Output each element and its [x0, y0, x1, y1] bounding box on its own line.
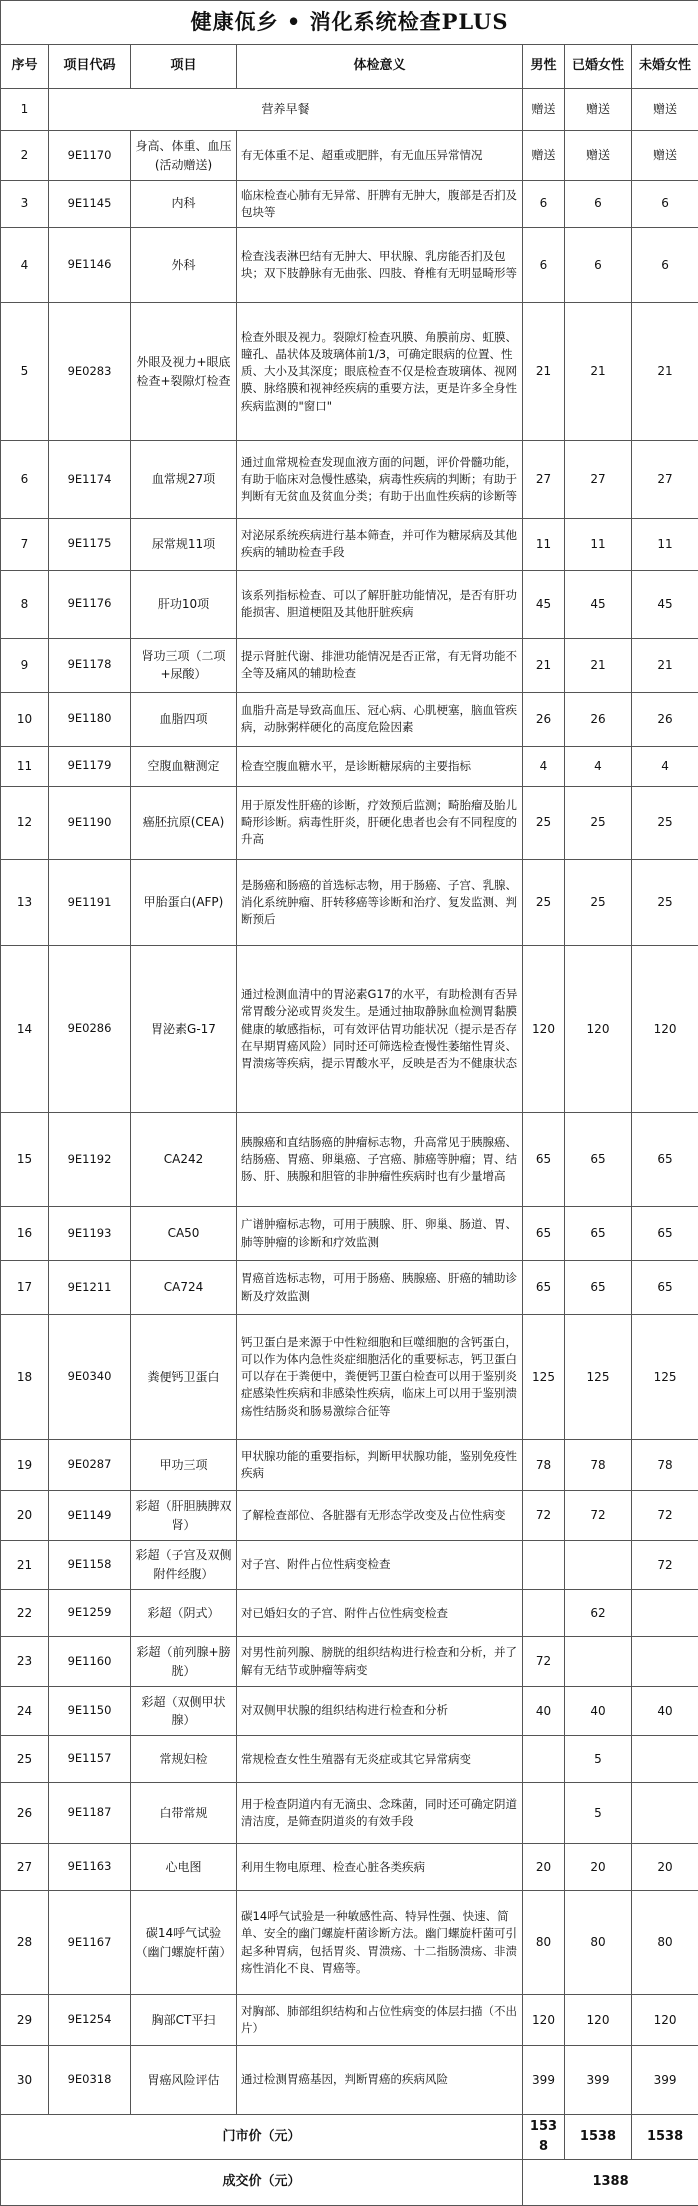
cell-price-unmarried: 21	[632, 302, 698, 441]
cell-no: 6	[1, 441, 49, 519]
cell-price-male: 21	[523, 638, 565, 692]
cell-item: 血常规27项	[131, 441, 237, 519]
cell-meaning: 对子宫、附件占位性病变检查	[237, 1540, 523, 1590]
cell-price-unmarried: 27	[632, 441, 698, 519]
header-row	[1, 45, 698, 89]
cell-meaning: 是肠癌和肠癌的首选标志物，用于肠癌、子宫、乳腺、消化系统肿瘤、肝转移癌等诊断和治疗、复发监测、判断预后	[237, 859, 523, 946]
cell-price-married: 78	[565, 1439, 632, 1491]
cell-price-unmarried: 26	[632, 692, 698, 746]
cell-price-married: 6	[565, 227, 632, 302]
table-row	[1, 227, 698, 302]
cell-price-male: 125	[523, 1315, 565, 1439]
cell-price-male: 65	[523, 1207, 565, 1261]
cell-price-married	[565, 1637, 632, 1687]
cell-no: 21	[1, 1540, 49, 1590]
cell-price-unmarried: 65	[632, 1207, 698, 1261]
cell-meaning: 通过检测血清中的胃泌素G17的水平，有助检测有否异常胃酸分泌或胃炎发生。是通过抽取静脉血检测胃黏膜健康的敏感指标，可有效评估胃功能状况（提示是否存在早期胃癌风险）同时还可筛选检查慢性萎缩性胃炎、胃溃疡等疾病，提示胃酸水平，反映是否为不健康状态	[237, 946, 523, 1113]
cell-price-unmarried: 赠送	[632, 131, 698, 181]
table-row	[1, 1637, 698, 1687]
market-price-male: 1538	[523, 2114, 565, 2159]
cell-code: 9E1174	[49, 441, 131, 519]
cell-code: 9E1158	[49, 1540, 131, 1590]
cell-meaning: 检查外眼及视力。裂隙灯检查巩膜、角膜前房、虹膜、瞳孔、晶状体及玻璃体前1/3，可确定眼病的位置、性质、大小及其深度；眼底检查不仅是检查玻璃体、视网膜、脉络膜和视神经疾病的重要方法，更是许多全身性疾病监测的"窗口"	[237, 302, 523, 441]
cell-meaning: 检查浅表淋巴结有无肿大、甲状腺、乳房能否扪及包块；双下肢静脉有无曲张、四肢、脊椎有无明显畸形等	[237, 227, 523, 302]
cell-no: 5	[1, 302, 49, 441]
cell-item: 身高、体重、血压(活动赠送)	[131, 131, 237, 181]
table-row	[1, 1491, 698, 1541]
cell-price-married: 40	[565, 1686, 632, 1736]
table-row	[1, 1891, 698, 1994]
deal-price-row	[1, 2160, 698, 2206]
cell-meaning: 了解检查部位、各脏器有无形态学改变及占位性病变	[237, 1491, 523, 1541]
cell-price-married: 65	[565, 1113, 632, 1207]
cell-item: 外科	[131, 227, 237, 302]
cell-price-unmarried: 20	[632, 1844, 698, 1891]
cell-item: 心电图	[131, 1844, 237, 1891]
cell-no: 27	[1, 1844, 49, 1891]
cell-price-male: 20	[523, 1844, 565, 1891]
cell-price-married: 45	[565, 570, 632, 638]
cell-price-male: 72	[523, 1637, 565, 1687]
cell-no: 11	[1, 746, 49, 786]
cell-meaning: 甲状腺功能的重要指标，判断甲状腺功能，鉴别免疫性疾病	[237, 1439, 523, 1491]
cell-price-male: 65	[523, 1113, 565, 1207]
market-price-unmarried: 1538	[632, 2114, 698, 2159]
cell-item: 彩超（前列腺+膀胱）	[131, 1637, 237, 1687]
cell-no: 17	[1, 1261, 49, 1315]
cell-item: 肝功10项	[131, 570, 237, 638]
cell-no: 15	[1, 1113, 49, 1207]
cell-price-married: 399	[565, 2046, 632, 2114]
table-row	[1, 1844, 698, 1891]
cell-price-married: 25	[565, 859, 632, 946]
cell-no: 18	[1, 1315, 49, 1439]
cell-no: 24	[1, 1686, 49, 1736]
table-row	[1, 2046, 698, 2114]
cell-no: 30	[1, 2046, 49, 2114]
cell-price-married: 120	[565, 946, 632, 1113]
table-row	[1, 1439, 698, 1491]
cell-code: 9E1176	[49, 570, 131, 638]
cell-price-male: 21	[523, 302, 565, 441]
cell-item: 彩超（肝胆胰脾双肾）	[131, 1491, 237, 1541]
cell-price-male: 65	[523, 1261, 565, 1315]
cell-meaning: 营养早餐	[49, 89, 523, 131]
header-male: 男性	[523, 45, 565, 89]
cell-price-married: 6	[565, 180, 632, 227]
cell-meaning: 胃癌首选标志物，可用于肠癌、胰腺癌、肝癌的辅助诊断及疗效监测	[237, 1261, 523, 1315]
title-row	[1, 1, 698, 45]
cell-price-unmarried: 25	[632, 786, 698, 859]
cell-price-male: 25	[523, 786, 565, 859]
cell-no: 26	[1, 1783, 49, 1844]
cell-code: 9E1145	[49, 180, 131, 227]
cell-code: 9E1150	[49, 1686, 131, 1736]
cell-price-male: 40	[523, 1686, 565, 1736]
cell-code: 9E1160	[49, 1637, 131, 1687]
cell-price-unmarried: 125	[632, 1315, 698, 1439]
cell-price-unmarried: 45	[632, 570, 698, 638]
cell-price-unmarried	[632, 1637, 698, 1687]
table-row	[1, 1686, 698, 1736]
cell-code: 9E1211	[49, 1261, 131, 1315]
cell-meaning: 碳14呼气试验是一种敏感性高、特异性强、快速、简单、安全的幽门螺旋杆菌诊断方法。幽门螺旋杆菌可引起多种胃病，包括胃炎、胃溃疡、十二指肠溃疡、非溃疡性消化不良、胃癌等。	[237, 1891, 523, 1994]
cell-code: 9E0287	[49, 1439, 131, 1491]
cell-no: 22	[1, 1590, 49, 1637]
page-title: 健康佤乡 • 消化系统检查PLUS	[1, 1, 698, 45]
cell-no: 9	[1, 638, 49, 692]
cell-price-married: 4	[565, 746, 632, 786]
table-row	[1, 1315, 698, 1439]
cell-code: 9E1179	[49, 746, 131, 786]
cell-no: 29	[1, 1994, 49, 2046]
cell-price-unmarried: 4	[632, 746, 698, 786]
cell-no: 28	[1, 1891, 49, 1994]
cell-item: 外眼及视力+眼底检查+裂隙灯检查	[131, 302, 237, 441]
cell-price-male: 27	[523, 441, 565, 519]
cell-code: 9E1175	[49, 518, 131, 570]
cell-price-male	[523, 1783, 565, 1844]
cell-item: 胃癌风险评估	[131, 2046, 237, 2114]
cell-no: 14	[1, 946, 49, 1113]
cell-code: 9E1187	[49, 1783, 131, 1844]
cell-meaning: 有无体重不足、超重或肥胖，有无血压异常情况	[237, 131, 523, 181]
cell-code: 9E0318	[49, 2046, 131, 2114]
deal-price-value: 1388	[523, 2160, 698, 2206]
cell-price-unmarried: 72	[632, 1491, 698, 1541]
cell-no: 4	[1, 227, 49, 302]
cell-meaning: 胰腺癌和直结肠癌的肿瘤标志物，升高常见于胰腺癌、结肠癌、胃癌、卵巢癌、子宫癌、肺癌等肿瘤；胃、结肠、肝、胰腺和胆管的非肿瘤性疾病时也有少量增高	[237, 1113, 523, 1207]
cell-price-married: 125	[565, 1315, 632, 1439]
table-row	[1, 1994, 698, 2046]
table-row	[1, 180, 698, 227]
table-row	[1, 302, 698, 441]
table-row	[1, 1261, 698, 1315]
cell-code: 9E1180	[49, 692, 131, 746]
cell-meaning: 常规检查女性生殖器有无炎症或其它异常病变	[237, 1736, 523, 1783]
cell-meaning: 通过血常规检查发现血液方面的问题，评价骨髓功能，有助于临床对急慢性感染，病毒性疾病的判断；有助于判断有无贫血及贫血分类；有助于出血性疾病的诊断等	[237, 441, 523, 519]
cell-price-male: 11	[523, 518, 565, 570]
cell-meaning: 检查空腹血糖水平，是诊断糖尿病的主要指标	[237, 746, 523, 786]
cell-code: 9E1192	[49, 1113, 131, 1207]
cell-meaning: 该系列指标检查、可以了解肝脏功能情况，是否有肝功能损害、胆道梗阻及其他肝脏疾病	[237, 570, 523, 638]
cell-price-unmarried: 赠送	[632, 89, 698, 131]
cell-code: 9E1190	[49, 786, 131, 859]
cell-price-male: 45	[523, 570, 565, 638]
cell-meaning: 用于检查阴道内有无滴虫、念珠菌，同时还可确定阴道清洁度，是筛查阴道炎的有效手段	[237, 1783, 523, 1844]
cell-item: 常规妇检	[131, 1736, 237, 1783]
cell-item: CA242	[131, 1113, 237, 1207]
cell-price-married: 11	[565, 518, 632, 570]
cell-item: 甲胎蛋白(AFP)	[131, 859, 237, 946]
cell-price-married: 5	[565, 1736, 632, 1783]
table-row	[1, 1113, 698, 1207]
table-row	[1, 946, 698, 1113]
cell-code: 9E0286	[49, 946, 131, 1113]
table-row	[1, 441, 698, 519]
cell-code: 9E1178	[49, 638, 131, 692]
cell-price-married: 65	[565, 1207, 632, 1261]
cell-price-married: 80	[565, 1891, 632, 1994]
cell-meaning: 用于原发性肝癌的诊断，疗效预后监测；畸胎瘤及胎儿畸形诊断。病毒性肝炎，肝硬化患者也会有不同程度的升高	[237, 786, 523, 859]
cell-meaning: 对已婚妇女的子宫、附件占位性病变检查	[237, 1590, 523, 1637]
cell-price-unmarried: 78	[632, 1439, 698, 1491]
market-price-row	[1, 2114, 698, 2159]
cell-item: 血脂四项	[131, 692, 237, 746]
table-row	[1, 859, 698, 946]
cell-item: CA50	[131, 1207, 237, 1261]
cell-no: 16	[1, 1207, 49, 1261]
table-row	[1, 1207, 698, 1261]
cell-price-married: 5	[565, 1783, 632, 1844]
table-row	[1, 1736, 698, 1783]
table-row	[1, 1783, 698, 1844]
cell-price-male: 赠送	[523, 131, 565, 181]
cell-item: 甲功三项	[131, 1439, 237, 1491]
cell-code: 9E0283	[49, 302, 131, 441]
cell-item: 彩超（阴式）	[131, 1590, 237, 1637]
cell-code: 9E1170	[49, 131, 131, 181]
cell-price-unmarried: 40	[632, 1686, 698, 1736]
cell-item: 肾功三项（二项+尿酸）	[131, 638, 237, 692]
table-row	[1, 786, 698, 859]
cell-code: 9E1167	[49, 1891, 131, 1994]
header-code: 项目代码	[49, 45, 131, 89]
table-row	[1, 518, 698, 570]
cell-price-unmarried: 72	[632, 1540, 698, 1590]
cell-no: 20	[1, 1491, 49, 1541]
cell-no: 7	[1, 518, 49, 570]
table-row	[1, 746, 698, 786]
cell-price-male	[523, 1736, 565, 1783]
cell-item: 尿常规11项	[131, 518, 237, 570]
cell-price-male: 6	[523, 180, 565, 227]
cell-code: 9E1163	[49, 1844, 131, 1891]
cell-code: 9E1254	[49, 1994, 131, 2046]
cell-item: 胸部CT平扫	[131, 1994, 237, 2046]
cell-price-married: 21	[565, 302, 632, 441]
cell-price-married: 65	[565, 1261, 632, 1315]
cell-item: 粪便钙卫蛋白	[131, 1315, 237, 1439]
cell-code: 9E1191	[49, 859, 131, 946]
cell-item: 彩超（子宫及双侧附件经腹）	[131, 1540, 237, 1590]
table-row	[1, 89, 698, 131]
cell-price-unmarried: 120	[632, 1994, 698, 2046]
cell-price-male	[523, 1590, 565, 1637]
cell-price-male: 25	[523, 859, 565, 946]
market-price-married: 1538	[565, 2114, 632, 2159]
table-row	[1, 1590, 698, 1637]
cell-no: 10	[1, 692, 49, 746]
cell-price-unmarried	[632, 1590, 698, 1637]
cell-item: 胃泌素G-17	[131, 946, 237, 1113]
table-row	[1, 692, 698, 746]
cell-price-married: 赠送	[565, 131, 632, 181]
cell-item: 彩超（双侧甲状腺）	[131, 1686, 237, 1736]
table-row	[1, 1540, 698, 1590]
cell-price-married: 20	[565, 1844, 632, 1891]
table-row	[1, 570, 698, 638]
cell-code: 9E1259	[49, 1590, 131, 1637]
cell-price-married: 62	[565, 1590, 632, 1637]
cell-meaning: 钙卫蛋白是来源于中性粒细胞和巨噬细胞的含钙蛋白，可以作为体内急性炎症细胞活化的重要标志，钙卫蛋白可以存在于粪便中，粪便钙卫蛋白检查可以用于鉴别炎症感染性疾病和非感染性疾病，临床上可以用于鉴别溃疡性结肠炎和肠易激综合征等	[237, 1315, 523, 1439]
cell-price-married: 25	[565, 786, 632, 859]
table-row	[1, 131, 698, 181]
cell-price-married: 72	[565, 1491, 632, 1541]
cell-no: 13	[1, 859, 49, 946]
cell-item: 白带常规	[131, 1783, 237, 1844]
cell-price-married: 27	[565, 441, 632, 519]
cell-price-unmarried: 65	[632, 1261, 698, 1315]
cell-meaning: 对男性前列腺、膀胱的组织结构进行检查和分析，并了解有无结节或肿瘤等病变	[237, 1637, 523, 1687]
cell-price-unmarried: 399	[632, 2046, 698, 2114]
cell-price-unmarried: 11	[632, 518, 698, 570]
header-no: 序号	[1, 45, 49, 89]
cell-price-male: 78	[523, 1439, 565, 1491]
cell-price-married: 26	[565, 692, 632, 746]
cell-no: 12	[1, 786, 49, 859]
cell-price-unmarried: 6	[632, 227, 698, 302]
cell-price-male: 6	[523, 227, 565, 302]
cell-no: 8	[1, 570, 49, 638]
cell-meaning: 对双侧甲状腺的组织结构进行检查和分析	[237, 1686, 523, 1736]
cell-price-male	[523, 1540, 565, 1590]
cell-price-unmarried: 80	[632, 1891, 698, 1994]
cell-price-unmarried: 25	[632, 859, 698, 946]
cell-price-male: 赠送	[523, 89, 565, 131]
cell-meaning: 利用生物电原理、检查心脏各类疾病	[237, 1844, 523, 1891]
cell-price-male: 4	[523, 746, 565, 786]
cell-meaning: 提示肾脏代谢、排泄功能情况是否正常，有无肾功能不全等及痛风的辅助检查	[237, 638, 523, 692]
cell-meaning: 广谱肿瘤标志物，可用于胰腺、肝、卵巢、肠道、胃、肺等肿瘤的诊断和疗效监测	[237, 1207, 523, 1261]
cell-price-male: 26	[523, 692, 565, 746]
cell-meaning: 对胸部、肺部组织结构和占位性病变的体层扫描（不出片）	[237, 1994, 523, 2046]
deal-price-label: 成交价（元）	[1, 2160, 523, 2206]
cell-meaning: 临床检查心肺有无异常、肝脾有无肿大，腹部是否扪及包块等	[237, 180, 523, 227]
cell-no: 23	[1, 1637, 49, 1687]
header-unmarried: 未婚女性	[632, 45, 698, 89]
cell-price-male: 80	[523, 1891, 565, 1994]
cell-price-married: 120	[565, 1994, 632, 2046]
cell-item: 内科	[131, 180, 237, 227]
cell-no: 2	[1, 131, 49, 181]
cell-item: 空腹血糖测定	[131, 746, 237, 786]
cell-code: 9E0340	[49, 1315, 131, 1439]
header-item: 项目	[131, 45, 237, 89]
cell-meaning: 对泌尿系统疾病进行基本筛查，并可作为糖尿病及其他疾病的辅助检查手段	[237, 518, 523, 570]
header-married: 已婚女性	[565, 45, 632, 89]
cell-price-male: 120	[523, 946, 565, 1113]
cell-price-unmarried	[632, 1783, 698, 1844]
cell-code: 9E1146	[49, 227, 131, 302]
cell-no: 3	[1, 180, 49, 227]
market-price-label: 门市价（元）	[1, 2114, 523, 2159]
cell-price-unmarried	[632, 1736, 698, 1783]
cell-price-male: 72	[523, 1491, 565, 1541]
table-body	[1, 89, 698, 2115]
cell-item: 碳14呼气试验（幽门螺旋杆菌）	[131, 1891, 237, 1994]
cell-meaning: 通过检测胃癌基因，判断胃癌的疾病风险	[237, 2046, 523, 2114]
cell-item: CA724	[131, 1261, 237, 1315]
cell-price-married: 赠送	[565, 89, 632, 131]
cell-no: 1	[1, 89, 49, 131]
cell-price-unmarried: 21	[632, 638, 698, 692]
cell-price-married: 21	[565, 638, 632, 692]
table-row	[1, 638, 698, 692]
cell-code: 9E1157	[49, 1736, 131, 1783]
header-meaning: 体检意义	[237, 45, 523, 89]
cell-price-unmarried: 6	[632, 180, 698, 227]
cell-no: 25	[1, 1736, 49, 1783]
cell-price-unmarried: 120	[632, 946, 698, 1113]
cell-price-married	[565, 1540, 632, 1590]
cell-item: 癌胚抗原(CEA)	[131, 786, 237, 859]
cell-price-male: 399	[523, 2046, 565, 2114]
cell-meaning: 血脂升高是导致高血压、冠心病、心肌梗塞，脑血管疾病，动脉粥样硬化的高度危险因素	[237, 692, 523, 746]
cell-no: 19	[1, 1439, 49, 1491]
cell-price-male: 120	[523, 1994, 565, 2046]
cell-price-unmarried: 65	[632, 1113, 698, 1207]
cell-code: 9E1149	[49, 1491, 131, 1541]
cell-code: 9E1193	[49, 1207, 131, 1261]
